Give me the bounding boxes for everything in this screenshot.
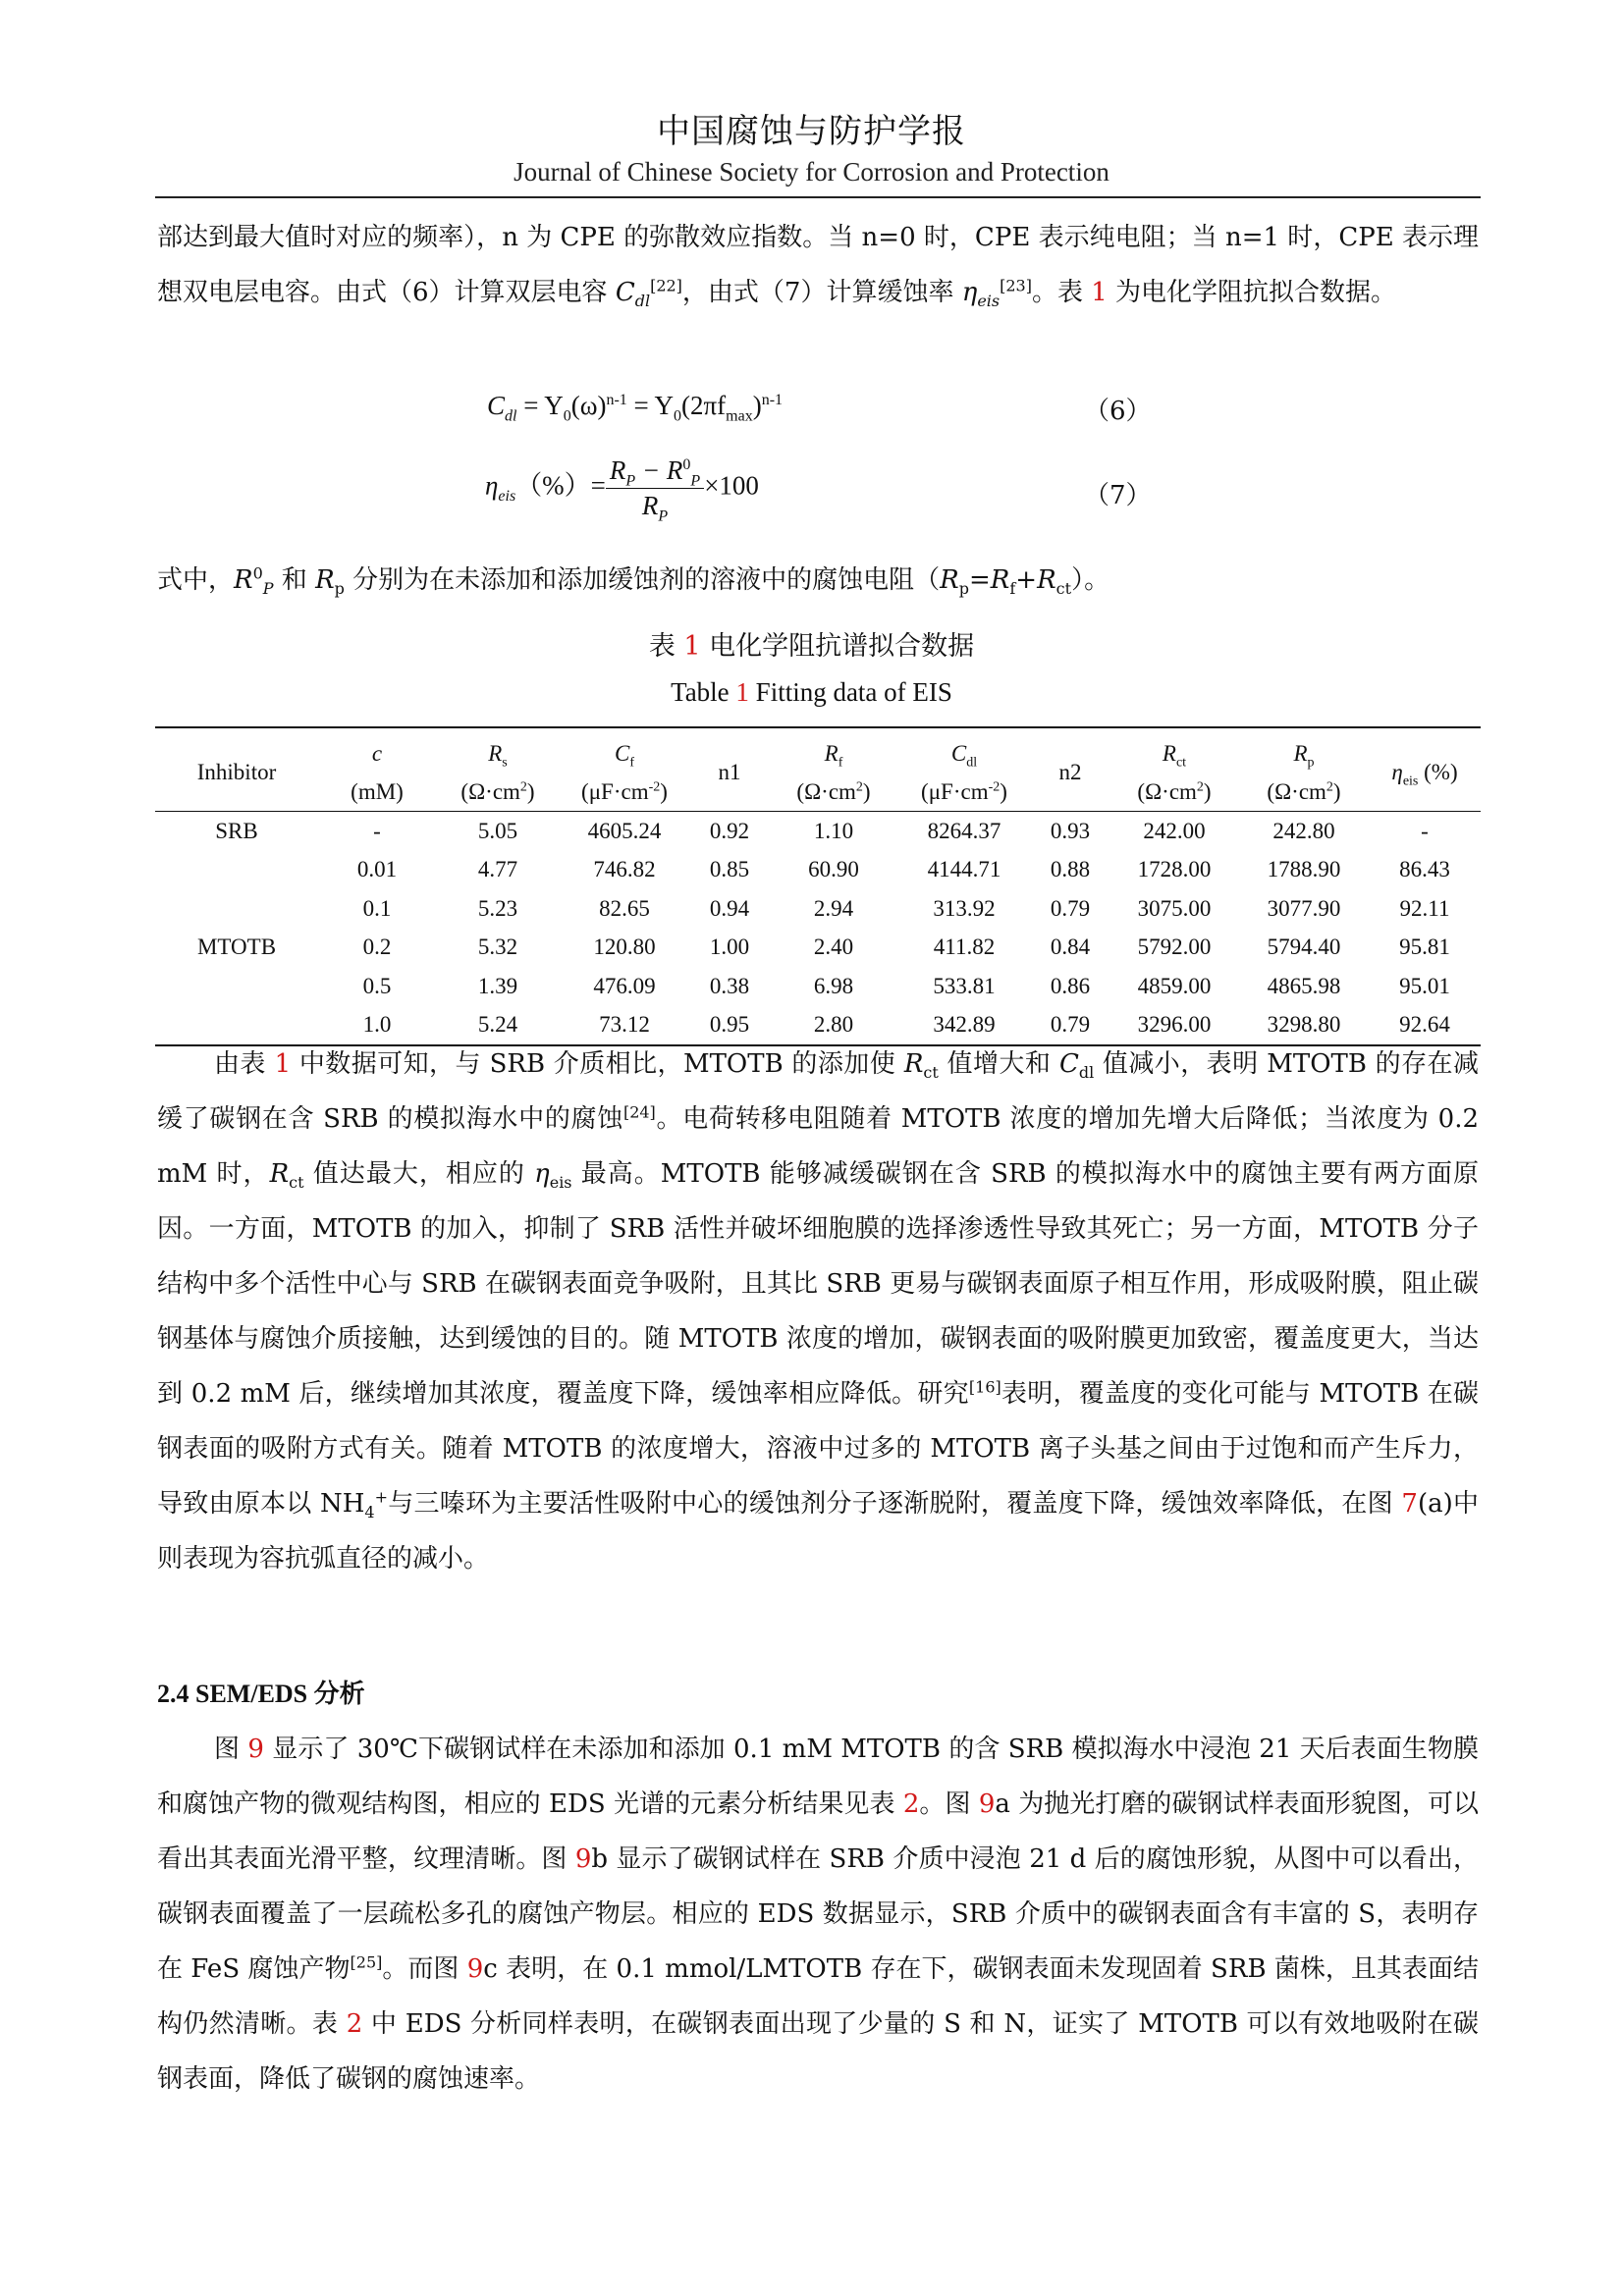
table-cell: [155, 889, 318, 929]
table-cell: 1.00: [709, 934, 750, 960]
equation-7-fraction: $\frac{R_P - R^0_P}{R_P}$: [606, 455, 704, 521]
table-unit-row: [155, 774, 1481, 812]
table-link[interactable]: 2: [346, 2009, 363, 2039]
col-n1: n1: [718, 760, 741, 784]
figure-link[interactable]: 7: [1401, 1489, 1418, 1519]
table-row: [155, 851, 1481, 890]
table-cell: 5.32: [477, 934, 518, 960]
group-srb: SRB: [215, 818, 258, 843]
table-cell: 4859.00: [1137, 973, 1212, 998]
table-cell: 4.77: [477, 857, 518, 882]
paragraph-where: 式中，$R^0_P$ 和 $R_p$ 分别为在未添加和添加缓蚀剂的溶液中的腐蚀电阻$(R_p=R_f+R_{ct})$。: [157, 563, 1110, 599]
table-cell: 746.82: [593, 857, 656, 882]
figure-link[interactable]: 9: [247, 1735, 264, 1764]
table-cell: [155, 967, 318, 1006]
equation-6-number: （6）: [1084, 397, 1152, 426]
table-cell: 0.38: [709, 973, 750, 998]
table-cell: 0.2: [362, 934, 392, 960]
unit-cdl: $(\mu F\cdot cm^{-2})$: [921, 779, 1007, 804]
table-cell: [155, 851, 318, 890]
col-n2: n2: [1058, 760, 1082, 784]
eis-fitting-table: [155, 726, 1481, 1046]
table-cell: 1728.00: [1137, 857, 1212, 882]
equation-7-number: （7）: [1084, 481, 1152, 510]
table-cell: 0.1: [362, 895, 392, 921]
unit-rp: $(\Omega\cdot cm^2)$: [1267, 779, 1341, 804]
table-header-row: [155, 727, 1481, 774]
section-heading: 2.4 SEM/EDS 分析: [157, 1680, 365, 1708]
table-cell: 6.98: [813, 973, 854, 998]
table-cell: 0.92: [709, 818, 750, 843]
table-row: [155, 929, 1481, 968]
col-eta: $\eta_{eis}$ (%): [1391, 760, 1458, 789]
journal-subtitle: Journal of Chinese Society for Corrosion and Protection: [514, 157, 1109, 187]
table-cell: 0.79: [1050, 1012, 1091, 1038]
col-rct: $R_{ct}$: [1162, 741, 1187, 771]
figure-link[interactable]: 9: [466, 1954, 484, 1984]
table-cell: 242.00: [1143, 818, 1206, 843]
paragraph-cpe: 部达到最大值时对应的频率），n 为 CPE 的弥散效应指数。当 n=0 时，CPE 表示纯电阻；当 n=1 时，CPE 表示理想双电层电容。由式（6）计算双层电容 $C_{dl}[22]$，由式（7）计算缓蚀率 $\eta_{eis}[23]$。表 1 为电化学阻抗拟合数据。: [157, 223, 1479, 311]
table-cell: 4144.71: [927, 857, 1001, 882]
table-cell: 0.79: [1050, 895, 1091, 921]
table-caption-cn: 表 1 电化学阻抗谱拟合数据: [648, 631, 975, 662]
table-cell: 0.85: [709, 857, 750, 882]
table-cell: 4605.24: [587, 818, 662, 843]
table-cell: 3296.00: [1137, 1012, 1212, 1038]
table-cell: 4865.98: [1267, 973, 1341, 998]
col-rs: $R_s$: [488, 741, 508, 771]
header-rule: [155, 196, 1481, 198]
table-cell: -: [373, 818, 381, 843]
table-cell: 5794.40: [1267, 934, 1341, 960]
table-cell: 82.65: [599, 895, 650, 921]
table-cell: 5.24: [477, 1012, 518, 1038]
equation-7: $\eta_{eis}(\%)=$ $\frac{R_P - R^0_P}{R_P}$ ×100: [485, 455, 759, 525]
col-c: c: [371, 741, 383, 766]
table-cell: 1788.90: [1267, 857, 1341, 882]
table-cell: 95.01: [1399, 973, 1450, 998]
table-cell: 60.90: [808, 857, 859, 882]
table-cell: 0.86: [1050, 973, 1091, 998]
table-body: [155, 812, 1481, 1046]
unit-rct: $(\Omega\cdot cm^2)$: [1137, 779, 1212, 804]
col-cf: $C_f$: [614, 741, 634, 771]
paragraph-sem-eds: 图 9 显示了 30℃下碳钢试样在未添加和添加 0.1 mM MTOTB 的含 SRB 模拟海水中浸泡 21 天后表面生物膜和腐蚀产物的微观结构图，相应的 EDS 光谱的元素分析结果见表 2。图 9a 为抛光打磨的碳钢试样表面形貌图，可以看出其表面光滑平整，纹理清晰。图 9b 显示了碳钢试样在 SRB 介质中浸泡 21 d 后的腐蚀形貌，从图中可以看出，碳钢表面覆盖了一层疏松多孔的腐蚀产物层。相应的 EDS 数据显示，SRB 介质中的碳钢表面含有丰富的 S，表明存在 FeS 腐蚀产物[25]。而图 9c 表明，在 0.1 mmol/LMTOTB 存在下，碳钢表面未发现固着 SRB 菌株，且其表面结构仍然清晰。表 2 中 EDS 分析同样表明，在碳钢表面出现了少量的 S 和 N，证实了 MTOTB 可以有效地吸附在碳钢表面，降低了碳钢的腐蚀速率。: [157, 1735, 1480, 2094]
table-cell: 86.43: [1399, 857, 1450, 882]
table-cell: 0.88: [1050, 857, 1091, 882]
table-cell: 0.94: [709, 895, 750, 921]
table-row: [155, 812, 1481, 851]
table-cell: 242.80: [1272, 818, 1335, 843]
group-mtotb: MTOTB: [196, 934, 277, 960]
table-cell: 1.39: [477, 973, 518, 998]
table-cell: 5.05: [477, 818, 518, 843]
table-cell: 8264.37: [927, 818, 1001, 843]
table-row: [155, 889, 1481, 929]
table-caption-en: Table 1 Fitting data of EIS: [671, 677, 952, 707]
table-cell: 3298.80: [1267, 1012, 1341, 1038]
table-cell: 313.92: [933, 895, 996, 921]
col-rp: $R_p$: [1293, 741, 1315, 771]
journal-title: 中国腐蚀与防护学报: [657, 112, 966, 151]
table-cell: 0.95: [709, 1012, 750, 1038]
table-cell: -: [1421, 818, 1429, 843]
table-cell: 95.81: [1399, 934, 1450, 960]
table-link[interactable]: 1: [274, 1049, 292, 1079]
paragraph-analysis: 由表 1 中数据可知，与 SRB 介质相比，MTOTB 的添加使 $R_{ct}$ 值增大和 $C_{dl}$ 值减小，表明 MTOTB 的存在减缓了碳钢在含 SRB 的模拟海水中的腐蚀[24]。电荷转移电阻随着 MTOTB 浓度的增加先增大后降低；当浓度为 0.2 mM 时，$R_{ct}$ 值达最大，相应的 $\eta_{eis}$ 最高。MTOTB 能够减缓碳钢在含 SRB 的模拟海水中的腐蚀主要有两方面原因。一方面，MTOTB 的加入，抑制了 SRB 活性并破坏细胞膜的选择渗透性导致其死亡；另一方面，MTOTB 分子结构中多个活性中心与 SRB 在碳钢表面竞争吸附，且其比 SRB 更易与碳钢表面原子相互作用，形成吸附膜，阻止碳钢基体与腐蚀介质接触，达到缓蚀的目的。随 MTOTB 浓度的增加，碳钢表面的吸附膜更加致密，覆盖度更大，当达到 0.2 mM 后，继续增加其浓度，覆盖度下降，缓蚀率相应降低。研究[16]表明，覆盖度的变化可能与 MTOTB 在碳钢表面的吸附方式有关。随着 MTOTB 的浓度增大，溶液中过多的 MTOTB 离子头基之间由于过饱和而产生斥力，导致由原本以 $NH_4^+$与三嗪环为主要活性吸附中心的缓蚀剂分子逐渐脱附，覆盖度下降，缓蚀效率降低，在图 7(a)中则表现为容抗弧直径的减小。: [157, 1049, 1480, 1574]
table-link[interactable]: 2: [902, 1789, 920, 1819]
col-rf: $R_f$: [824, 741, 843, 771]
table-cell: 342.89: [933, 1012, 996, 1038]
table-cell: 92.11: [1399, 895, 1450, 921]
equation-6: $C_{dl} = Y_0(\omega)^{n-1} = Y_0(2\pi f_{max})^{n-1}$: [487, 391, 784, 425]
col-inhibitor: Inhibitor: [196, 760, 277, 784]
table-link[interactable]: 1: [1091, 278, 1108, 307]
table-cell: 533.81: [933, 973, 996, 998]
table-cell: 0.01: [356, 857, 398, 882]
table-cell: 2.94: [813, 895, 854, 921]
table-cell: 2.40: [813, 934, 854, 960]
table-cell: 0.5: [362, 973, 392, 998]
table-cell: 0.84: [1050, 934, 1091, 960]
unit-cf: $(\mu F\cdot cm^{-2})$: [581, 779, 668, 804]
table-cell: 2.80: [813, 1012, 854, 1038]
table-row: [155, 967, 1481, 1006]
unit-c: (mM): [351, 779, 404, 804]
unit-rf: $(\Omega\cdot cm^2)$: [796, 779, 871, 804]
table-cell: 73.12: [599, 1012, 650, 1038]
table-cell: 3075.00: [1137, 895, 1212, 921]
table-cell: 1.10: [813, 818, 854, 843]
figure-link[interactable]: 9: [978, 1789, 996, 1819]
table-cell: 5792.00: [1137, 934, 1212, 960]
table-cell: 0.93: [1050, 818, 1091, 843]
table-cell: 120.80: [593, 934, 656, 960]
col-cdl: $C_{dl}$: [950, 741, 978, 771]
table-cell: 3077.90: [1267, 895, 1341, 921]
table-cell: 92.64: [1399, 1012, 1450, 1038]
table-cell: 1.0: [362, 1012, 392, 1038]
table-cell: 476.09: [593, 973, 656, 998]
unit-rs: $(\Omega\cdot cm^2)$: [460, 779, 535, 804]
figure-link[interactable]: 9: [574, 1844, 592, 1874]
table-cell: 411.82: [933, 934, 996, 960]
table-cell: 5.23: [477, 895, 518, 921]
